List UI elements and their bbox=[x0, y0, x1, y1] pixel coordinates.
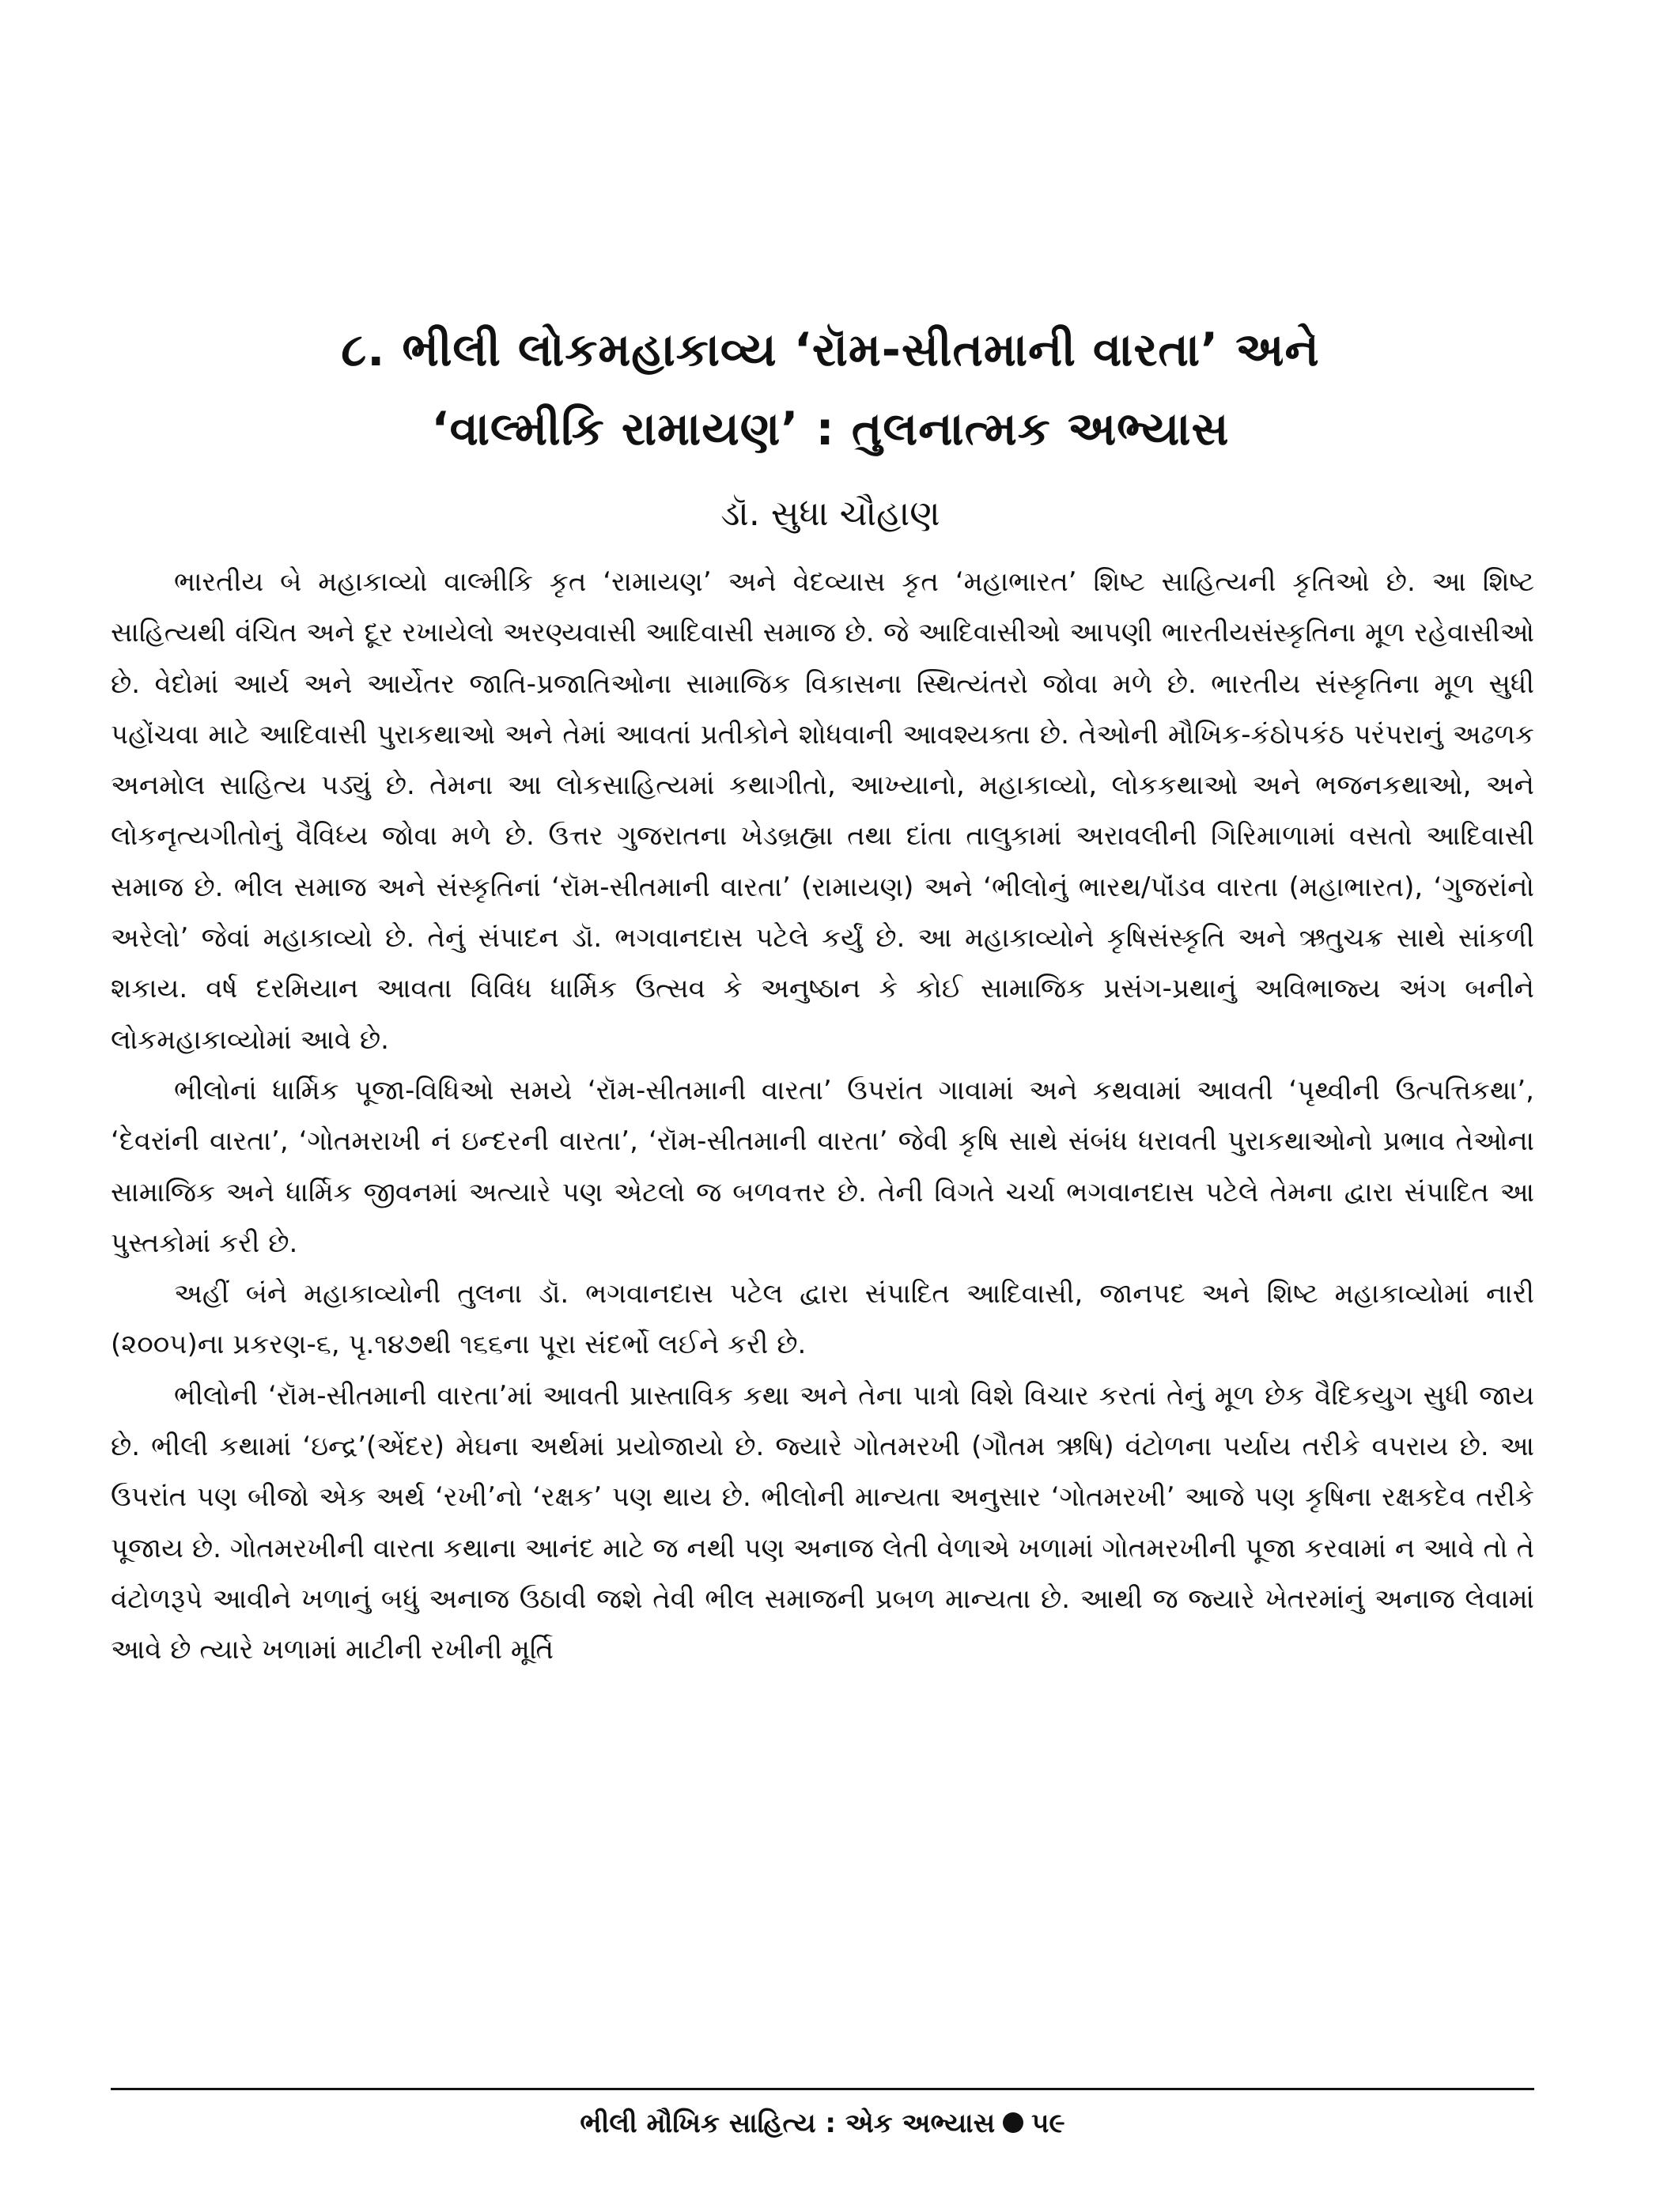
chapter-title bbox=[111, 310, 1550, 468]
paragraph: અહીં બંને મહાકાવ્યોની તુલના ડૉ. ભગવાનદાસ પટેલ દ્વારા સંપાદિત આદિવાસી, જાનપદ અને શિષ્ટ મહાકાવ્યોમાં નારી (૨૦૦૫)ના પ્રકરણ-૬, પૃ.૧૪૭થી ૧૬૬ના પૂરા સંદર્ભો લઈને કરી છે. bbox=[111, 1278, 1534, 1361]
bullet-icon bbox=[1003, 2112, 1023, 2133]
paragraph: ભીલોનાં ધાર્મિક પૂજા-વિધિઓ સમયે ‘રૉમ-સીતમાની વારતા’ ઉપરાંત ગાવામાં અને કથવામાં આવતી ‘પૃથ્વીની ઉત્પત્તિકથા’, ‘દેવરાંની વારતા’, ‘ગોતમરાખી નં ઇન્દરની વારતા’, ‘રૉમ-સીતમાની વારતા’ જેવી કૃષિ સાથે સંબંધ ધરાવતી પુરાકથાઓનો પ્રભાવ તેઓના સામાજિક અને ધાર્મિક જીવનમાં અત્યારે પણ એટલો જ બળવત્તર છે. તેની વિગતે ચર્ચા ભગવાનદાસ પટેલે તેમના દ્વારા સંપાદિત આ પુસ્તકોમાં કરી છે. bbox=[111, 1074, 1534, 1259]
footer-divider bbox=[111, 2088, 1534, 2090]
paragraph: ભારતીય બે મહાકાવ્યો વાલ્મીકિ કૃત ‘રામાયણ’ અને વેદવ્યાસ કૃત ‘મહાભારત’ શિષ્ટ સાહિત્યની કૃતિઓ છે. આ શિષ્ટ સાહિત્યથી વંચિત અને દૂર રખાયેલો અરણ્યવાસી આદિવાસી સમાજ છે. જે આદિવાસીઓ આપણી ભારતીયસંસ્કૃતિના મૂળ રહેવાસીઓ છે. વેદોમાં આર્ય અને આર્યેતર જાતિ-પ્રજાતિઓના સામાજિક વિકાસના સ્થિત્યંતરો જોવા મળે છે. ભારતીય સંસ્કૃતિના મૂળ સુધી પહોંચવા માટે આદિવાસી પુરાકથાઓ અને તેમાં આવતાં પ્રતીકોને શોધવાની આવશ્યક્તા છે. તેઓની મૌખિક-કંઠોપકંઠ પરંપરાનું અઢળક અનમોલ સાહિત્ય પડ્યું છે. તેમના આ લોકસાહિત્યમાં કથાગીતો, આખ્યાનો, મહાકાવ્યો, લોકકથાઓ અને ભજનકથાઓ, અને લોકનૃત્યગીતોનું વૈવિધ્ય જોવા મળે છે. ઉત્તર ગુજરાતના ખેડબ્રહ્મા તથા દાંતા તાલુકામાં અરાવલીની ગિરિમાળામાં વસતો આદિવાસી સમાજ છે. ભીલ સમાજ અને સંસ્કૃતિનાં ‘રૉમ-સીતમાની વારતા’ (રામાયણ) અને ‘ભીલોનું ભારથ/પૉંડવ વારતા (મહાભારત), ‘ગુજરાંનો અરેલો’ જેવાં મહાકાવ્યો છે. તેનું સંપાદન ડૉ. ભગવાનદાસ પટેલે કર્યું છે. આ મહાકાવ્યોને કૃષિસંસ્કૃતિ અને ઋતુચક્ર સાથે સાંકળી શકાય. વર્ષ દરમિયાન આવતા વિવિધ ધાર્મિક ઉત્સવ કે અનુષ્ઠાન કે કોઈ સામાજિક પ્રસંગ-પ્રથાનું અવિભાજ્ય અંગ બનીને લોકમહાકાવ્યોમાં આવે છે. bbox=[111, 566, 1534, 1056]
chapter-title-line-1: ૮. ભીલી લોકમહાકાવ્ય ‘રૉમ-સીતમાની વારતા’ અને bbox=[341, 323, 1320, 376]
article-body bbox=[111, 557, 1534, 1676]
page-number: ૫૯ bbox=[1031, 2108, 1065, 2139]
page-footer bbox=[111, 2104, 1534, 2143]
chapter-title-line-2: ‘વાલ્મીકિ રામાયણ’ : તુલનાત્મક અભ્યાસ bbox=[431, 402, 1230, 456]
footer-book-title: ભીલી મૌખિક સાહિત્ય : એક અભ્યાસ bbox=[580, 2108, 996, 2139]
paragraph: ભીલોની ‘રૉમ-સીતમાની વારતા’માં આવતી પ્રાસ્તાવિક કથા અને તેના પાત્રો વિશે વિચાર કરતાં તેનું મૂળ છેક વૈદિકયુગ સુધી જાય છે. ભીલી કથામાં ‘ઇન્દ્ર’(એંદર) મેઘના અર્થમાં પ્રયોજાયો છે. જ્યારે ગોતમરખી (ગૌતમ ઋષિ) વંટોળના પર્યાય તરીકે વપરાય છે. આ ઉપરાંત પણ બીજો એક અર્થ ‘રખી’નો ‘રક્ષક’ પણ થાય છે. ભીલોની માન્યતા અનુસાર ‘ગોતમરખી’ આજે પણ કૃષિના રક્ષકદેવ તરીકે પૂજાય છે. ગોતમરખીની વારતા કથાના આનંદ માટે જ નથી પણ અનાજ લેતી વેળાએ ખળામાં ગોતમરખીની પૂજા કરવામાં ન આવે તો તે વંટોળરૂપે આવીને ખળાનું બધું અનાજ ઉઠાવી જશે તેવી ભીલ સમાજની પ્રબળ માન્યતા છે. આથી જ જ્યારે ખેતરમાંનું અનાજ લેવામાં આવે છે ત્યારે ખળામાં માટીની રખીની મૂર્તિ bbox=[111, 1379, 1534, 1666]
author-name: ડૉ. સુધા ચૌહાણ bbox=[720, 493, 940, 534]
